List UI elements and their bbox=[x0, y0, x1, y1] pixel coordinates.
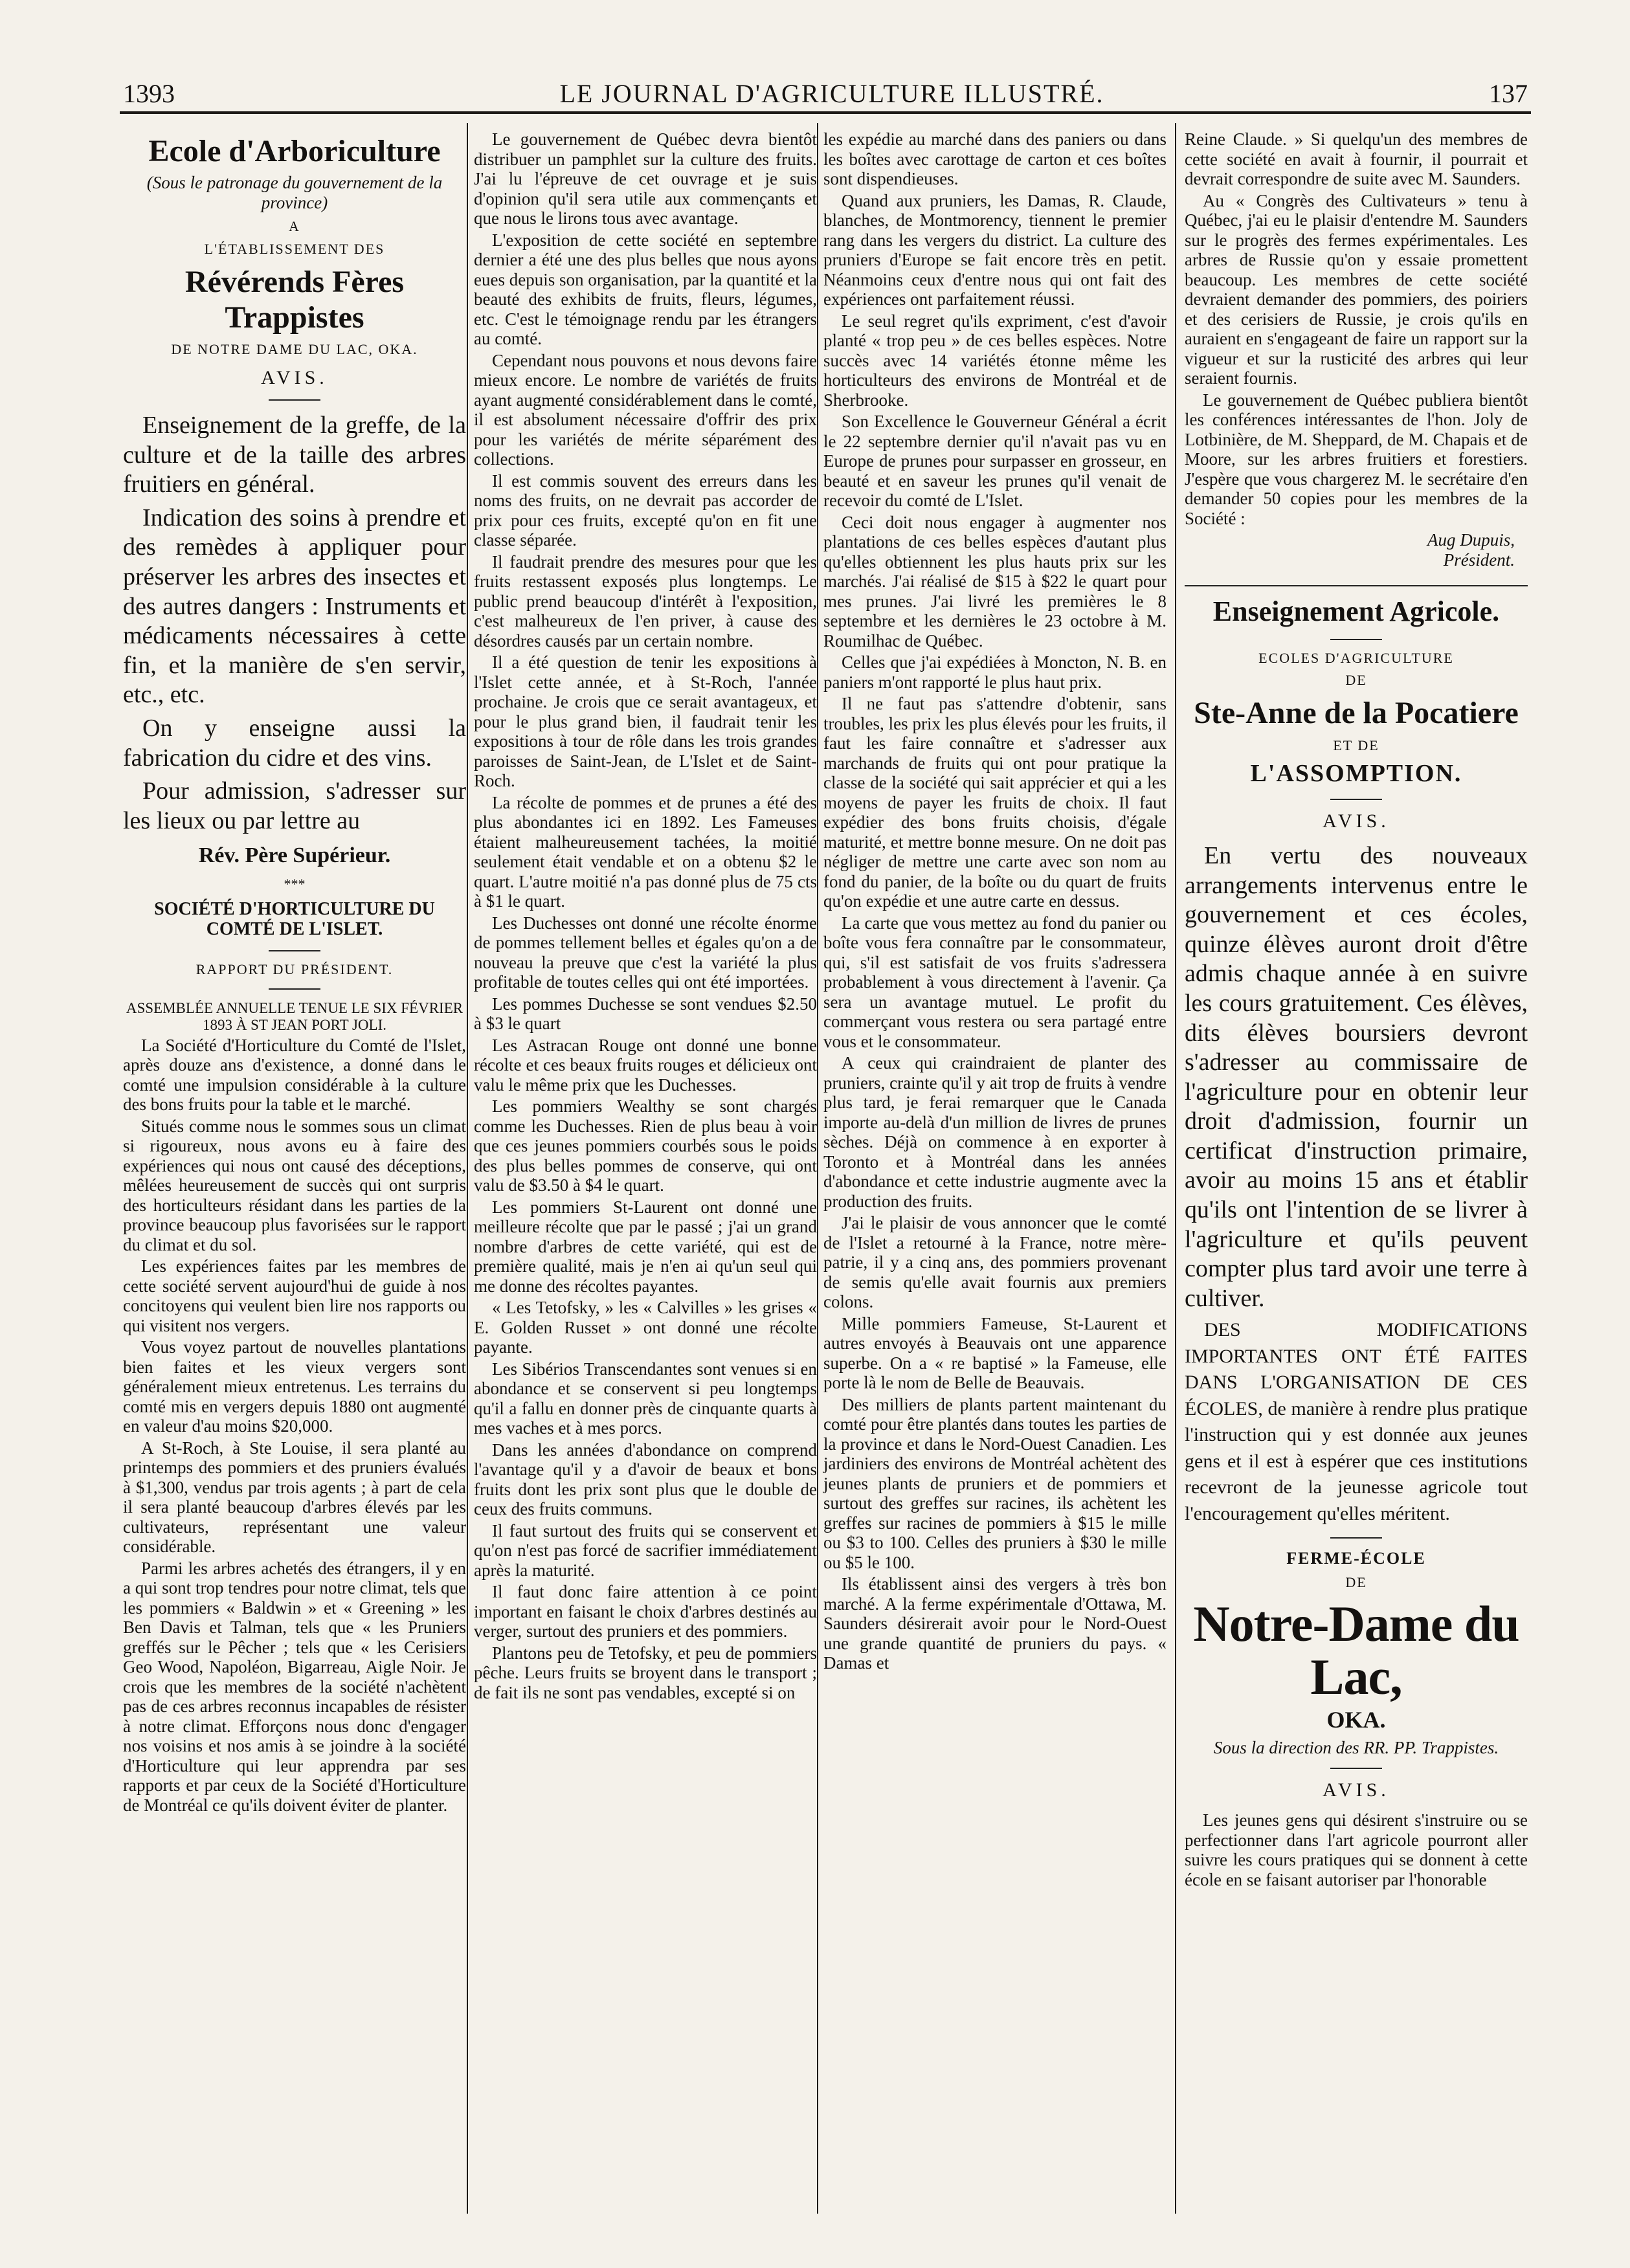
column-rule-1 bbox=[467, 123, 468, 2214]
column-4 bbox=[1185, 129, 1528, 1891]
paragraph: Vous voyez partout de nouvelles plantations bien faites et les vieux vergers sont généralement mieux entretenus. Les terrains du comté mis en vergers depuis 1880 ont augmenté en valeur d'au moins $20,000. bbox=[123, 1337, 466, 1436]
separator bbox=[1330, 1537, 1382, 1539]
et-de-label: ET DE bbox=[1333, 737, 1379, 753]
paragraph: Il faudrait prendre des mesures pour que les fruits restassent exposés plus longtemps. Le public prend beaucoup d'intérêt à l'exposition, c'est malheureux de l'en priver, à cause des désordres causés par un certain nombre. bbox=[474, 551, 817, 650]
de-label: DE bbox=[1345, 672, 1367, 689]
paragraph: J'ai le plaisir de vous annoncer que le comté de l'Islet a retourné à la France, notre mère-patrie, il y a cinq ans, des pommiers provenant de semis qu'elle avait fournis aux premiers colons. bbox=[823, 1213, 1167, 1311]
enseignement-title: Enseignement Agricole. bbox=[1212, 595, 1500, 627]
header-year: 1393 bbox=[123, 79, 175, 108]
paragraph: Ils établissent ainsi des vergers à très bon marché. A la ferme expérimentale d'Ottawa, M. Saunders désirerait avoir pour le Nord-Ouest une grande quantité de pruniers du pays. « Damas et bbox=[823, 1574, 1167, 1673]
paragraph: Il a été question de tenir les expositions à l'Islet cette année, et à St-Roch, l'année prochaine. Je crois que ce serait avantageux, et pour le plus grand bien, il faudrait tenir les expositions à tour de rôle dans les trois grandes paroisses de Saint-Jean, de L'Islet et de Saint-Roch. bbox=[474, 652, 817, 790]
paragraph: Celles que j'ai expédiées à Moncton, N. B. en paniers m'ont rapporté le plus haut prix. bbox=[823, 652, 1167, 692]
paragraph: Il faut surtout des fruits qui se conservent et qu'on n'est pas forcé de sacrifier immédiatement après la maturité. bbox=[474, 1520, 817, 1580]
arboriculture-body bbox=[123, 411, 466, 836]
paragraph: Les pommiers Wealthy se sont chargés comme les Duchesses. Rien de plus beau à voir que ces jeunes pommiers courbés sous le poids des plus belles pommes de conserve, qui ont valu de $3.50 à $4 le quart. bbox=[474, 1096, 817, 1195]
separator bbox=[1330, 799, 1382, 800]
paragraph: Les expériences faites par les membres de cette société servent aujourd'hui de guide à nos concitoyens qui veulent bien lire nos rapports ou qui visitent nos vergers. bbox=[123, 1256, 466, 1335]
separator bbox=[269, 950, 320, 951]
signature-title: Président. bbox=[1443, 550, 1515, 570]
avis-heading: AVIS. bbox=[261, 367, 328, 389]
paragraph: Les Sibérios Transcendantes sont venues si en abondance et se conservent si peu longtemps qu'il a fallu en donner près de cinquante quarts à mes vaches et à mes porcs. bbox=[474, 1359, 817, 1438]
direction-note: Sous la direction des RR. PP. Trappistes. bbox=[1213, 1737, 1499, 1757]
paragraph: Au « Congrès des Cultivateurs » tenu à Québec, j'ai eu le plaisir d'entendre M. Saunders sur le progrès des fermes expérimentales. Les arbres de Russie qu'on y essaie promettent beaucoup. Les membres de cette société devraient demander des pommiers, des poiriers et des cerisiers de Russie, je crois qu'ils en auraient en s'engageant de faire un rapport sur la vigueur et sur la rusticité des arbres qui leur seraient fournis. bbox=[1185, 190, 1528, 388]
paragraph: Plantons peu de Tetofsky, et peu de pommiers pêche. Leurs fruits se broyent dans le transport ; de fait ils ne sont pas vendables, excepté si on bbox=[474, 1643, 817, 1702]
paragraph: Indication des soins à prendre et des remèdes à appliquer pour préserver les arbres des insectes et des autres dangers : Instruments et médicaments nécessaires à cette fin, et la manière de s'en servir, etc., etc. bbox=[123, 504, 466, 709]
section-rule bbox=[1185, 585, 1528, 586]
header-rule bbox=[120, 111, 1531, 114]
paragraph: En vertu des nouveaux arrangements intervenus entre le gouvernement et ces écoles, quinze élèves auront droit d'être admis chaque année à en suivre les cours gratuitement. Ces élèves, dits élèves boursiers devront s'adresser au commissaire de l'agriculture pour en obtenir leur droit d'admission, fournir un certificat d'instruction primaire, avoir au moins 15 ans et établir qu'ils ont l'intention de se livrer à l'agriculture et qu'ils peuvent compter plus tard avoir une terre à cultiver. bbox=[1185, 841, 1528, 1312]
paragraph: Mille pommiers Fameuse, St-Laurent et autres envoyés à Beauvais ont une apparence superbe. On a « re baptisé » la Fameuse, elle porte là le nom de Belle de Beauvais. bbox=[823, 1313, 1167, 1392]
agricole-body bbox=[1185, 841, 1528, 1528]
paragraph: Quand aux pruniers, les Damas, R. Claude, blanches, de Montmorency, tiennent le premier rang dans les vergers du district. La culture des pruniers d'Europe se fait encore très en petit. Néanmoins ceux d'entre nous qui ont fait des expériences ont parfaitement réussi. bbox=[823, 190, 1167, 309]
paragraph: Reine Claude. » Si quelqu'un des membres de cette société en avait à fournir, il pourrait et devrait correspondre de suite avec M. Saunders. bbox=[1185, 129, 1528, 188]
paragraph: Enseignement de la greffe, de la culture et de la taille des arbres fruitiers en général. bbox=[123, 412, 466, 498]
ecole-arboriculture-title: Ecole d'Arboriculture bbox=[148, 134, 441, 168]
rapport-heading: RAPPORT DU PRÉSIDENT. bbox=[195, 961, 394, 977]
separator bbox=[1330, 1768, 1382, 1769]
paragraph: A ceux qui craindraient de planter des pruniers, crainte qu'il y ait trop de fruits à vendre plus tard, je ferai remarquer que le Canada importe au-delà d'un million de livres de prunes sèches. Déjà on commence à en exporter à Toronto et à Montréal dans les années d'abondance et cette industrie augmente avec la production des fruits. bbox=[823, 1053, 1167, 1211]
avis-heading-2: AVIS. bbox=[1323, 1779, 1390, 1801]
paragraph: Les pommiers St-Laurent ont donné une meilleure récolte que par le passé ; j'ai un grand nombre d'arbres de cette variété, qui est de première qualité, mais je n'en ai qu'un seul qui me donne des récoltes payantes. bbox=[474, 1197, 817, 1296]
paragraph: Il ne faut pas s'attendre d'obtenir, sans troubles, les prix les plus élevés pour les fruits, il faut les faire connaître et s'adresser aux marchands de fruits qui ont pour pratique la classe de la société qui sait apprécier et qui a les moyens de payer les fruits de choix. Il faut expédier des bons fruits choisis, d'égale maturité, et mettre bonne mesure. On ne doit pas négliger de mettre une carte avec son nom au fond du panier, de la boîte ou du quart de fruits qu'on expédie et une autre carte en dessus. bbox=[823, 694, 1167, 911]
societe-heading: SOCIÉTÉ D'HORTICULTURE DU COMTÉ DE L'ISLET. bbox=[154, 898, 435, 940]
paragraph: Son Excellence le Gouverneur Général a écrit le 22 septembre dernier qu'il n'avait pas vu en Europe de prunes pour surpasser en grosseur, en beauté et en saveur les prunes qu'il venait de recevoir du comté de L'Islet. bbox=[823, 412, 1167, 510]
column-rule-3 bbox=[1175, 123, 1176, 2214]
paragraph: DES MODIFICATIONS IMPORTANTES ONT ÉTÉ FAITES DANS L'ORGANISATION DE CES ÉCOLES, de manière à rendre plus pratique l'instruction qui y est donnée aux jeunes gens et il est à espérer que ces institutions recevront de la jeunesse agricole tout l'encouragement qu'elles méritent. bbox=[1185, 1319, 1528, 1524]
oka-title: OKA. bbox=[1326, 1707, 1386, 1733]
paragraph: Il faut donc faire attention à ce point important en faisant le choix d'arbres destinés au verger, surtout des pruniers et des pommiers. bbox=[474, 1582, 817, 1641]
paragraph: Cependant nous pouvons et nous devons faire mieux encore. Le nombre de variétés de fruits ayant augmenté considérablement dans le comté, il est absolument nécessaire d'offrir des prix pour les variétés de mérite séparément des collections. bbox=[474, 350, 817, 469]
paragraph: Les pommes Duchesse se sont vendues $2.50 à $3 le quart bbox=[474, 994, 817, 1033]
column-2 bbox=[474, 129, 817, 1704]
column-3 bbox=[823, 129, 1167, 1675]
paragraph: Dans les années d'abondance on comprend l'avantage qu'il y a d'avoir de beaux et bons fruits dont les prix sont plus que le double de ceux des fruits communs. bbox=[474, 1440, 817, 1518]
notre-dame-label: DE NOTRE DAME DU LAC, OKA. bbox=[171, 341, 418, 358]
paragraph: Le gouvernement de Québec devra bientôt distribuer un pamphlet sur la culture des fruits. J'ai lu l'épreuve de cet ouvrage et je suis d'opinion qu'il sera utile aux commençants et que nous le lirons tous avec avantage. bbox=[474, 129, 817, 228]
de-label-2: DE bbox=[1345, 1573, 1367, 1590]
paragraph: « Les Tetofsky, » les « Calvilles » les grises « E. Golden Russet » ont donné une récolte payante. bbox=[474, 1298, 817, 1357]
paragraph: La carte que vous mettez au fond du panier ou boîte vous fera connaître par le consommateur, qui, s'il est satisfait de vos fruits s'adressera probablement à vous directement à l'avenir. Ça sera un avantage mutuel. Le profit du commerçant vous restera ou sera partagé entre vous et le consommateur. bbox=[823, 913, 1167, 1051]
etablissement-label: L'ÉTABLISSEMENT DES bbox=[204, 241, 385, 258]
ecoles-label: ECOLES D'AGRICULTURE bbox=[1258, 649, 1454, 666]
paragraph: Il est commis souvent des erreurs dans les noms des fruits, on ne devrait pas accorder de prix pour ces fruits, excepté qu'on en fit une classe séparée. bbox=[474, 471, 817, 550]
paragraph: Parmi les arbres achetés des étrangers, il y en a qui sont trop tendres pour notre climat, tels que les pommiers « Baldwin » et « Greening » les Ben Davis et Talman, tels que « les Pruniers greffés sur le Pêcher ; tels que « les Cerisiers Geo Wood, Napoléon, Bigarreau, Aigle Noir. Je crois que les membres de la société n'achètent pas de ces arbres reconnus incapables de résister à notre climat. Efforçons nous donc d'engager nos voisins et nos amis à se joindre à la société d'Horticulture qui leur apprendra par ses rapports et par ceux de la Société d'Horticulture de Montréal ce qu'ils doivent éviter de planter. bbox=[123, 1558, 466, 1815]
paragraph: Le seul regret qu'ils expriment, c'est d'avoir planté « trop peu » de ces belles espèces. Notre succès avec 14 variétés étonne même les horticulteurs des environs de Montréal et de Sherbrooke. bbox=[823, 311, 1167, 410]
separator bbox=[269, 988, 320, 990]
assomption-title: L'ASSOMPTION. bbox=[1250, 760, 1462, 788]
a-label: A bbox=[289, 218, 300, 235]
reverends-title: Révérends Fères Trappistes bbox=[184, 264, 405, 335]
patronage-note: (Sous le patronage du gouvernement de la province) bbox=[146, 173, 443, 212]
paragraph: La récolte de pommes et de prunes a été des plus abondantes ici en 1892. Les Fameuses étaient malheureusement tachées, la moitié seulement était vendable et on a obtenu $2 le quart. L'autre moitié n'a pas donné plus de 75 cts à $1 le quart. bbox=[474, 792, 817, 911]
paragraph: L'exposition de cette société en septembre dernier a été une des plus belles que nous ayons eues depuis son organisation, par la quantité et la beauté des exhibits de fruits, fleurs, légumes, etc. C'est le témoignage rendu par les étrangers au comté. bbox=[474, 230, 817, 348]
column-rule-2 bbox=[817, 123, 818, 2214]
paragraph: Les Astracan Rouge ont donné une bonne récolte et ces beaux fruits rouges et délicieux ont valu le même prix que les Duchesses. bbox=[474, 1035, 817, 1095]
paragraph: Les jeunes gens qui désirent s'instruire ou se perfectionner dans l'art agricole pourront aller suivre les cours pratiques qui se donnent à cette école en se faisant autoriser par l'honorable bbox=[1185, 1810, 1528, 1889]
notre-dame-lac-title: Notre-Dame du Lac, bbox=[1193, 1595, 1519, 1705]
paragraph: La Société d'Horticulture du Comté de l'Islet, après douze ans d'existence, a donné dans le comté une impulsion considérable à la culture des bons fruits pour la table et le marché. bbox=[123, 1035, 466, 1115]
assemblee-heading: ASSEMBLÉE ANNUELLE TENUE LE SIX FÉVRIER 1893 À ST JEAN PORT JOLI. bbox=[126, 999, 463, 1033]
paragraph: Ceci doit nous engager à augmenter nos plantations de ces belles espèces d'autant plus qu'elles obtiennent les plus hauts prix sur les marchés. J'ai réalisé de $15 à $22 le quart pour mes prunes. J'ai livré les premières le 8 septembre et les dernières le 23 octobre à M. Roumilhac de Québec. bbox=[823, 512, 1167, 650]
page-header bbox=[123, 70, 1528, 109]
paragraph: Situés comme nous le sommes sous un climat si rigoureux, nous avons eu à faire des expériences qui nous ont causé des déceptions, mêlées heureusement de succès qui ont surpris des horticulteurs résidant dans les parties de la province beaucoup plus favorisées sur le rapport du climat et du sol. bbox=[123, 1116, 466, 1254]
paragraph: Pour admission, s'adresser sur les lieux ou par lettre au bbox=[123, 777, 466, 834]
paragraph: Des milliers de plants partent maintenant du comté pour être plantés dans toutes les parties de la province et dans le Nord-Ouest Canadien. Les jardiniers des environs de Montréal achètent des jeunes plants de pruniers et de pommiers et surtout des greffes sur racines, ils achètent les greffes sur racines de pommiers à $15 le mille ou $3 to 100. Celles des pruniers à $30 le mille ou $5 le 100. bbox=[823, 1394, 1167, 1572]
page-number: 137 bbox=[1488, 79, 1528, 108]
separator bbox=[1330, 639, 1382, 640]
paragraph: On y enseigne aussi la fabrication du cidre et des vins. bbox=[123, 714, 466, 772]
superieur-signature: Rév. Père Supérieur. bbox=[198, 843, 391, 868]
avis-heading: AVIS. bbox=[1323, 810, 1390, 832]
separator bbox=[269, 399, 320, 401]
paragraph: Les Duchesses ont donné une récolte énorme de pommes tellement belles et égales qu'on a de nouveau la preuve que c'est la variété la plus profitable de toutes celles qui ont été importées. bbox=[474, 913, 817, 992]
paragraph: les expédie au marché dans des paniers ou dans les boîtes avec carottage de carton et ces boîtes sont dispendieuses. bbox=[823, 129, 1167, 188]
signature-name: Aug Dupuis, bbox=[1427, 530, 1515, 550]
paragraph: Le gouvernement de Québec publiera bientôt les conférences intéressantes de l'hon. Joly de Lotbinière, de M. Sheppard, de M. Chapais et de Moore, sur les arbres fruitiers et forestiers. J'espère que vous chargerez M. le secrétaire d'en demander 50 copies pour les membres de la Société : bbox=[1185, 390, 1528, 528]
stars-separator: *** bbox=[284, 875, 306, 892]
column-1 bbox=[123, 129, 466, 1817]
paragraph: A St-Roch, à Ste Louise, il sera planté au printemps des pommiers et des pruniers évalués à $1,300, vendus par trois agents ; à part de cela il sera planté beaucoup d'arbres élevés par les cultivateurs, représentant une valeur considérable. bbox=[123, 1438, 466, 1557]
journal-title: LE JOURNAL D'AGRICULTURE ILLUSTRÉ. bbox=[559, 79, 1104, 108]
ferme-ecole-label: FERME-ÉCOLE bbox=[1286, 1549, 1426, 1568]
ste-anne-title: Ste-Anne de la Pocatiere bbox=[1194, 696, 1519, 731]
